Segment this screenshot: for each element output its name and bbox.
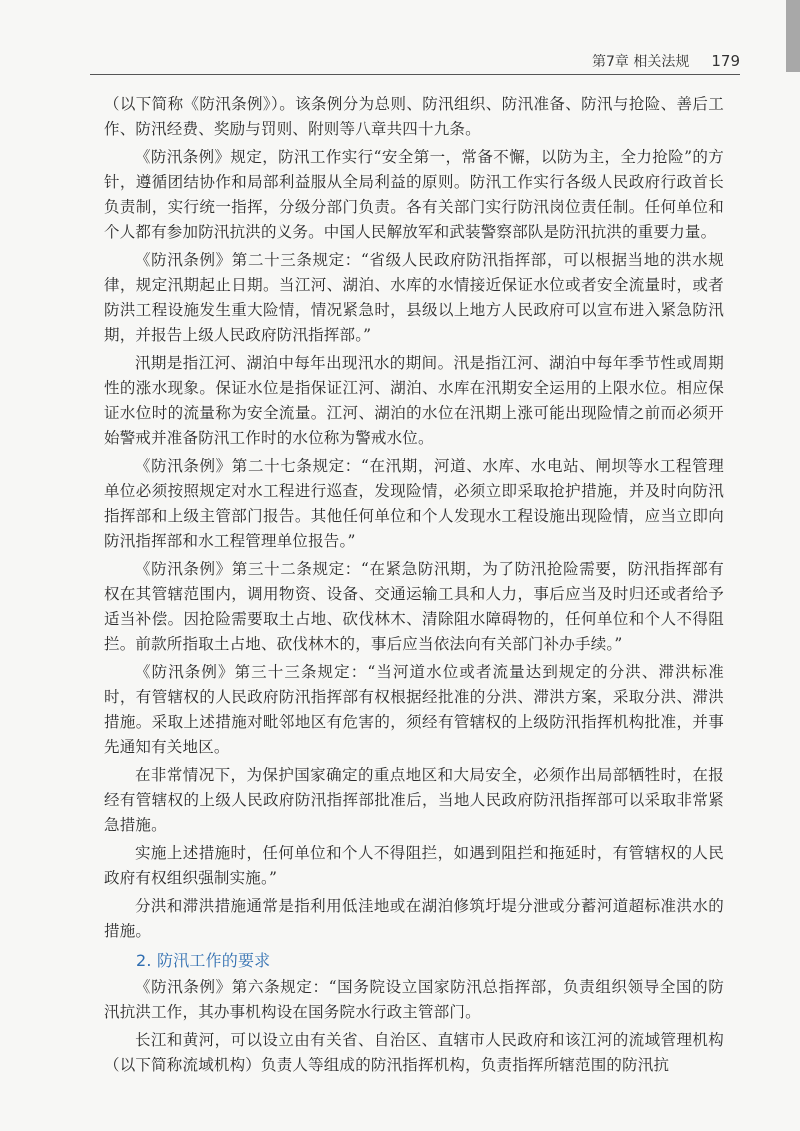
running-header [90,48,740,75]
paragraph: 《防汛条例》第六条规定：“国务院设立国家防汛总指挥部，负责组织领导全国的防汛抗洪工作，其办事机构设在国务院水行政主管部门。 [104,978,724,1021]
paragraph: 汛期是指江河、湖泊中每年出现汛水的期间。汛是指江河、湖泊中每年季节性或周期性的涨水现象。保证水位是指保证江河、湖泊、水库在汛期安全运用的上限水位。相应保证水位时的流量称为安全流量。江河、湖泊的水位在汛期上涨可能出现险情之前而必须开始警戒并准备防汛工作时的水位称为警戒水位。 [104,354,724,447]
body-text [104,92,724,1081]
page-number: 179 [711,52,740,70]
paragraph: 《防汛条例》第三十三条规定：“当河道水位或者流量达到规定的分洪、滞洪标准时，有管辖权的人民政府防汛指挥部有权根据经批准的分洪、滞洪方案，采取分洪、滞洪措施。采取上述措施对毗邻地区有危害的，须经有管辖权的上级防汛指挥机构批准，并事先通知有关地区。 [104,663,724,756]
paragraph: 《防汛条例》第三十二条规定：“在紧急防汛期，为了防汛抢险需要，防汛指挥部有权在其管辖范围内，调用物资、设备、交通运输工具和人力，事后应当及时归还或者给予适当补偿。因抢险需要取土占地、砍伐林木、清除阻水障碍物的，任何单位和个人不得阻拦。前款所指取土占地、砍伐林木的，事后应当依法向有关部门补办手续。” [104,560,724,653]
paragraph: 《防汛条例》规定，防汛工作实行“安全第一，常备不懈，以防为主，全力抢险”的方针，遵循团结协作和局部利益服从全局利益的原则。防汛工作实行各级人民政府行政首长负责制，实行统一指挥，分级分部门负责。各有关部门实行防汛岗位责任制。任何单位和个人都有参加防汛抗洪的义务。中国人民解放军和武装警察部队是防汛抗洪的重要力量。 [104,148,724,241]
paragraph: 分洪和滞洪措施通常是指利用低洼地或在湖泊修筑圩堤分泄或分蓄河道超标准洪水的措施。 [104,897,724,940]
section-heading: 2. 防汛工作的要求 [136,951,271,970]
paragraph: 《防汛条例》第二十三条规定：“省级人民政府防汛指挥部，可以根据当地的洪水规律，规定汛期起止日期。当江河、湖泊、水库的水情接近保证水位或者安全流量时，或者防洪工程设施发生重大险情，情况紧急时，县级以上地方人民政府可以宣布进入紧急防汛期，并报告上级人民政府防汛指挥部。” [104,251,724,344]
paragraph: （以下简称《防汛条例》）。该条例分为总则、防汛组织、防汛准备、防汛与抢险、善后工作、防汛经费、奖励与罚则、附则等八章共四十九条。 [104,95,724,138]
page-edge-tab [786,0,800,72]
paragraph: 《防汛条例》第二十七条规定：“在汛期，河道、水库、水电站、闸坝等水工程管理单位必须按照规定对水工程进行巡查，发现险情，必须立即采取抢护措施，并及时向防汛指挥部和上级主管部门报告。其他任何单位和个人发现水工程设施出现险情，应当立即向防汛指挥部和水工程管理单位报告。” [104,457,724,550]
paragraph: 在非常情况下，为保护国家确定的重点地区和大局安全，必须作出局部牺牲时，在报经有管辖权的上级人民政府防汛指挥部批准后，当地人民政府防汛指挥部可以采取非常紧急措施。 [104,766,724,834]
paragraph: 实施上述措施时，任何单位和个人不得阻拦，如遇到阻拦和拖延时，有管辖权的人民政府有权组织强制实施。” [104,844,724,887]
paragraph: 长江和黄河，可以设立由有关省、自治区、直辖市人民政府和该江河的流域管理机构（以下简称流域机构）负责人等组成的防汛指挥机构，负责指挥所辖范围的防汛抗 [104,1031,724,1074]
chapter-title: 第7章 相关法规 [592,54,690,70]
